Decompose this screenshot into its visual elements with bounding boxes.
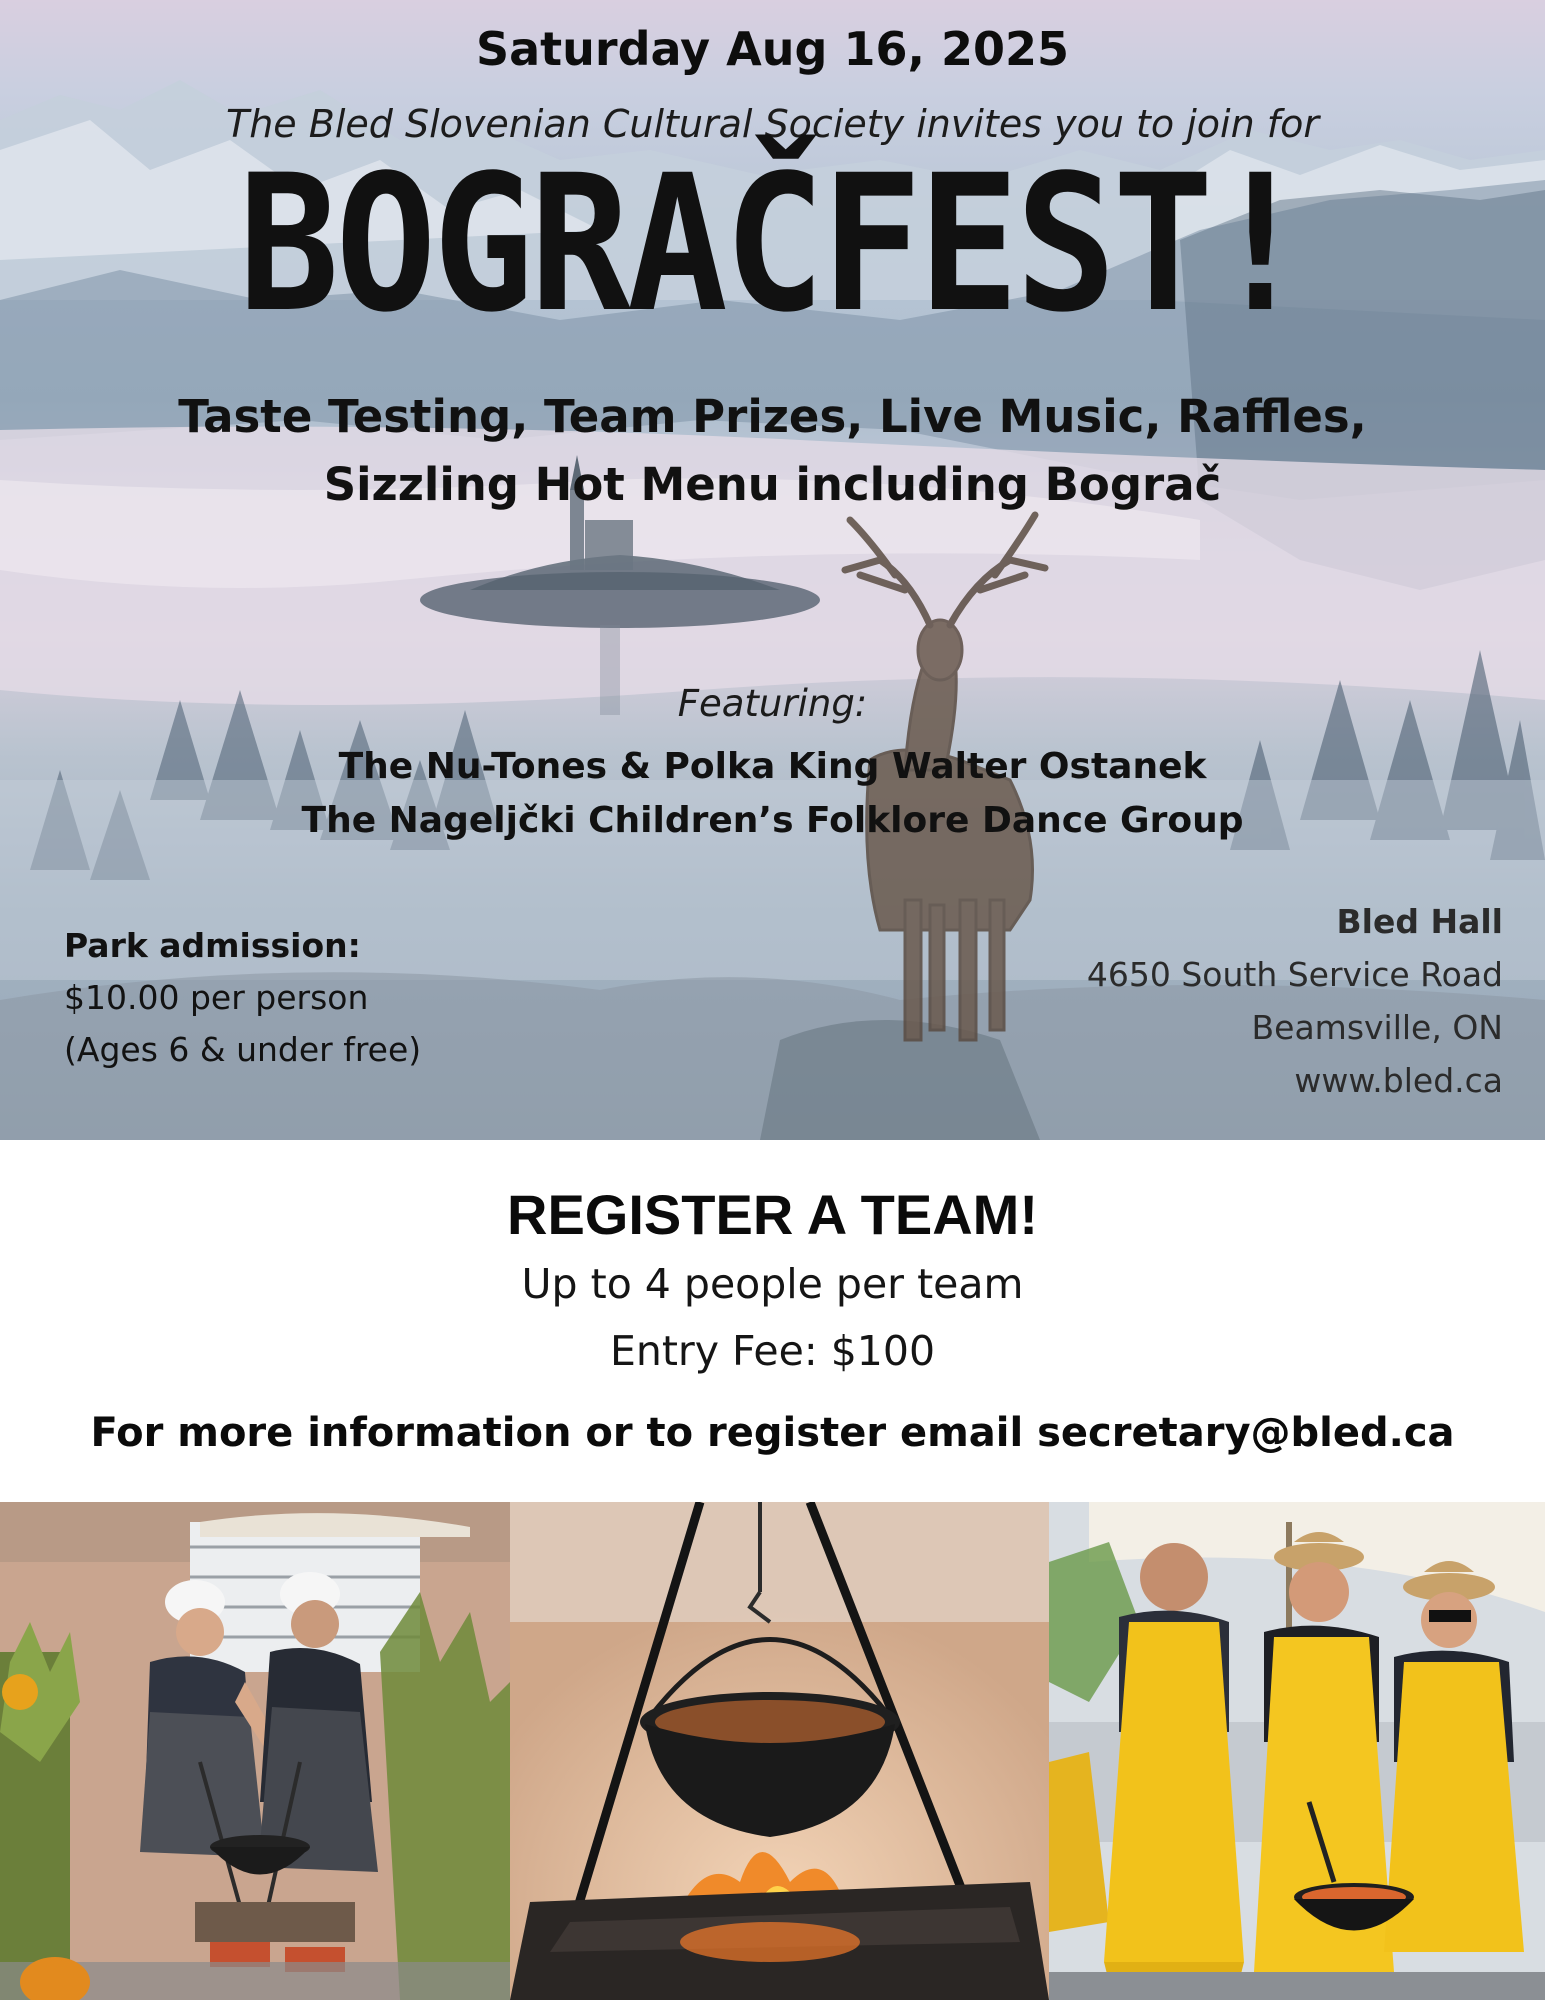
admission-price: $10.00 per person — [64, 978, 369, 1017]
register-title: REGISTER A TEAM! — [507, 1183, 1038, 1246]
team-size: Up to 4 people per team — [521, 1260, 1024, 1308]
event-title: BOGRAČFEST! — [238, 134, 1307, 354]
contact-email[interactable]: For more information or to register email secretary@bled.ca — [90, 1410, 1455, 1456]
photo-strip — [0, 1502, 1545, 2000]
featuring-label: Featuring: — [677, 682, 868, 725]
performers-list — [0, 740, 1545, 848]
performer-item: The Nageljčki Children’s Folklore Dance Group — [301, 800, 1244, 841]
venue-info — [943, 895, 1503, 1107]
venue-website[interactable]: www.bled.ca — [1294, 1061, 1503, 1100]
yellow-apron-team-photo — [1049, 1502, 1545, 2000]
venue-street: 4650 South Service Road — [1086, 955, 1503, 994]
activities-line: Sizzling Hot Menu including Bograč — [323, 458, 1222, 511]
venue-name: Bled Hall — [1336, 902, 1503, 941]
cooking-team-photo — [0, 1502, 510, 2000]
invitation-line: The Bled Slovenian Cultural Society invites you to join for — [226, 102, 1319, 146]
activities-line: Taste Testing, Team Prizes, Live Music, Raffles, — [178, 390, 1367, 443]
performer-item: The Nu-Tones & Polka King Walter Ostanek — [338, 746, 1207, 787]
admission-title: Park admission: — [64, 926, 361, 965]
register-section — [0, 1140, 1545, 1502]
admission-info — [64, 920, 584, 1076]
venue-city: Beamsville, ON — [1251, 1008, 1503, 1047]
activities-list — [0, 383, 1545, 519]
entry-fee: Entry Fee: $100 — [609, 1327, 936, 1375]
event-date: Saturday Aug 16, 2025 — [476, 22, 1069, 76]
cauldron-over-fire-photo — [510, 1502, 1049, 2000]
admission-note: (Ages 6 & under free) — [64, 1030, 422, 1069]
